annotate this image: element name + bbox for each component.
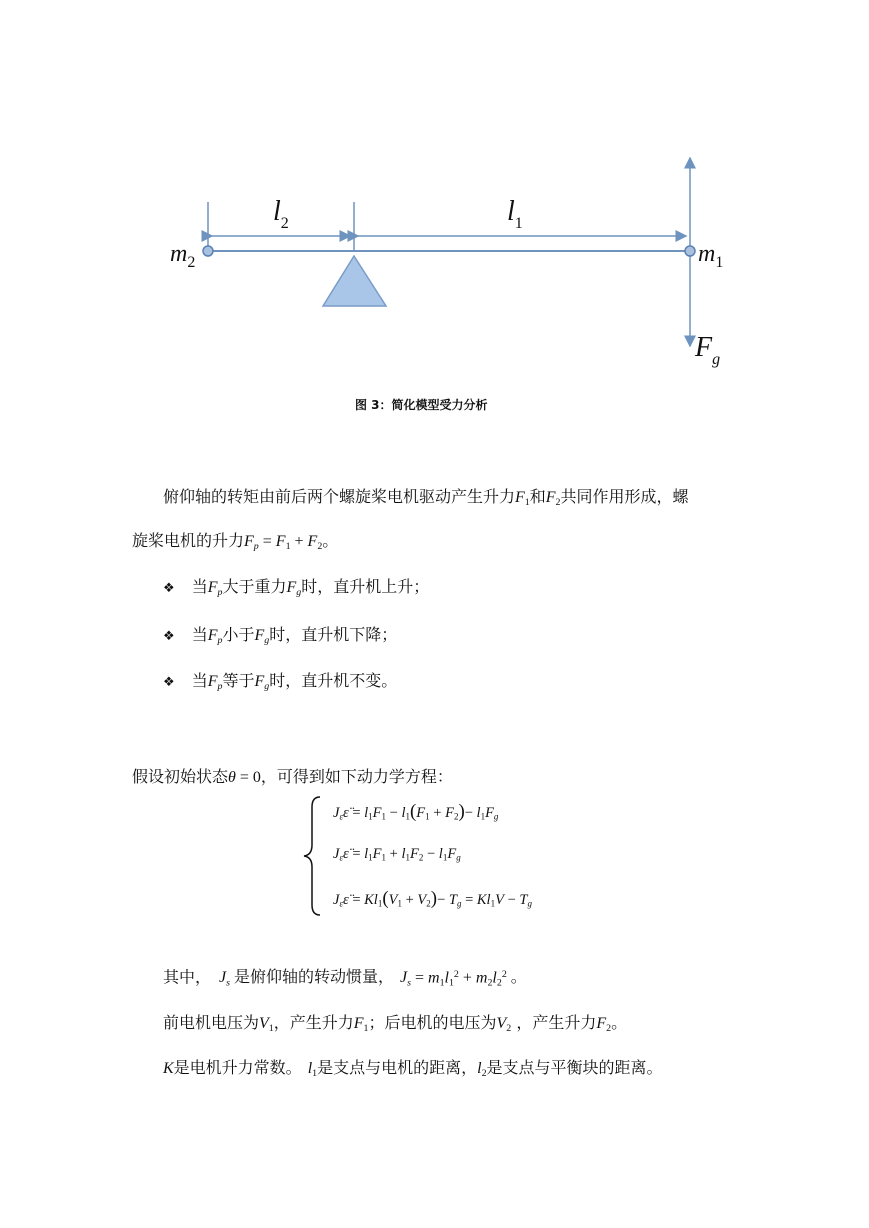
label-l1: $l_1$ xyxy=(507,196,523,232)
equation-2: $J_\varepsilon\varepsilon̈ = l_1F_1 + l_1F_2 - l_1F_g$ xyxy=(333,846,461,863)
bullet-2: ❖ 当$F_p$小于$F_g$时，直升机下降； xyxy=(163,625,398,646)
bullet-1: ❖ 当$F_p$大于重力$F_g$时，直升机上升； xyxy=(163,577,430,598)
constants-line: K是电机升力常数。 $l_1$是支点与电机的距离，$l_2$是支点与平衡块的距离。 xyxy=(163,1058,663,1079)
equation-1: $J_\varepsilon\varepsilon̈ = l_1F_1 - l_1(F_1 + F_2)- l_1F_g$ xyxy=(333,801,499,822)
pivot-triangle xyxy=(323,256,386,306)
bullet-icon: ❖ xyxy=(163,581,175,596)
force-diagram xyxy=(0,0,869,390)
equation-brace xyxy=(300,795,324,917)
intro-line-2: 旋桨电机的升力$F_p = F_1 + F_2$。 xyxy=(132,531,339,552)
where-line: 其中， $J_s$ 是俯仰轴的转动惯量， $J_s = m_1l_1^2 + m_2l_2^2$ 。 xyxy=(163,967,527,989)
label-fg: $F_g$ xyxy=(695,332,721,368)
bullet-icon: ❖ xyxy=(163,675,175,690)
label-m1: $m_1$ xyxy=(698,241,724,271)
assumption-line: 假设初始状态θ = 0，可得到如下动力学方程： xyxy=(132,767,453,786)
figure-caption: 图 3：简化模型受力分析 xyxy=(355,398,488,412)
label-m2: $m_2$ xyxy=(170,241,196,271)
equation-3: $J_\varepsilon\varepsilon̈ = Kl_1(V_1 + V_2)- T_g = Kl_1V - T_g$ xyxy=(333,888,532,909)
bullet-icon: ❖ xyxy=(163,629,175,644)
bullet-3: ❖ 当$F_p$等于$F_g$时，直升机不变。 xyxy=(163,671,398,692)
mass-m2 xyxy=(203,246,213,256)
motor-voltage-line: 前电机电压为$V_1$，产生升力$F_1$；后电机的电压为$V_2$ ，产生升力$F_2$。 xyxy=(163,1013,628,1034)
label-l2: $l_2$ xyxy=(273,196,289,232)
mass-m1 xyxy=(685,246,695,256)
intro-line-1: 俯仰轴的转矩由前后两个螺旋桨电机驱动产生升力$F_1$和$F_2$共同作用形成，螺 xyxy=(163,487,689,508)
